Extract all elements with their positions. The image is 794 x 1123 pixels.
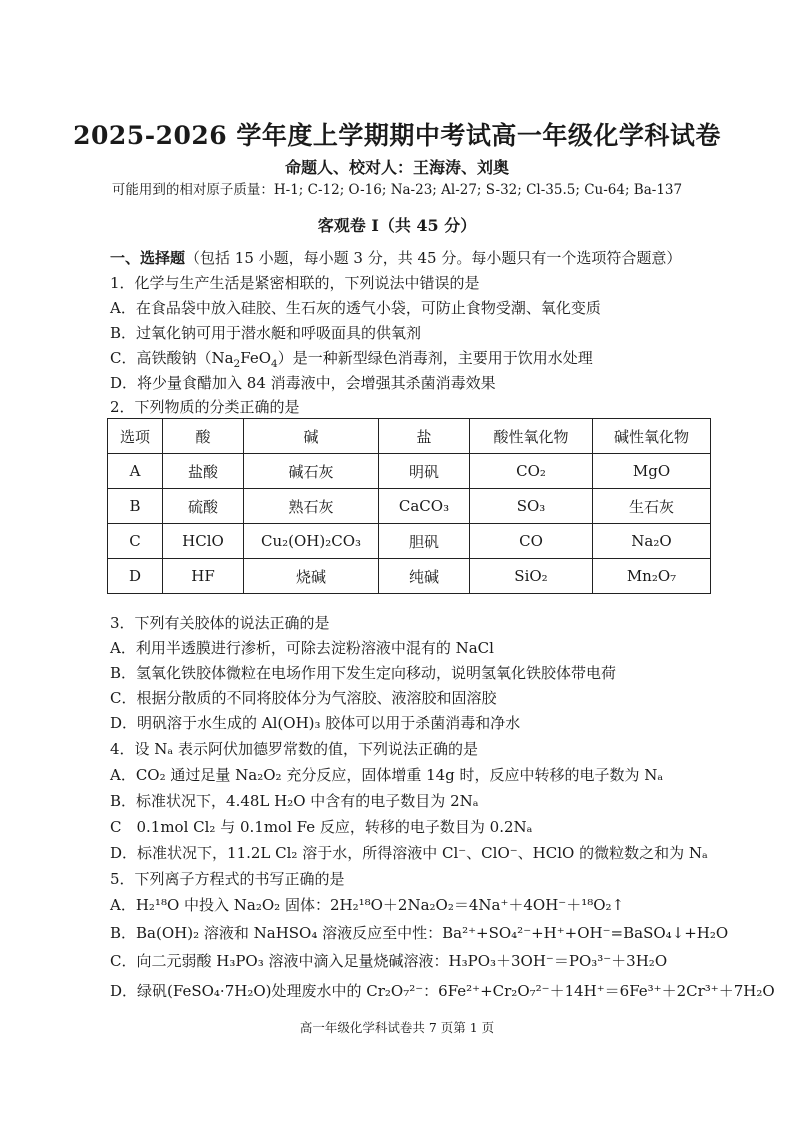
table-cell: 盐酸	[163, 454, 244, 489]
section-title: 客观卷 I（共 45 分）	[317, 216, 477, 235]
table-cell: B	[108, 489, 163, 524]
table-header-cell: 选项	[108, 419, 163, 454]
q3-option-c: C．根据分散质的不同将胶体分为气溶胶、液溶胶和固溶胶	[110, 689, 497, 707]
part1-heading-label: 一、选择题	[110, 249, 186, 267]
q3-option-b: B．氢氧化铁胶体微粒在电场作用下发生定向移动，说明氢氧化铁胶体带电荷	[110, 664, 617, 682]
exam-authors: 命题人、校对人：王海涛、刘奥	[284, 158, 509, 177]
q1-stem: 1．化学与生产生活是紧密相联的，下列说法中错误的是	[110, 274, 480, 292]
table-cell: 硫酸	[163, 489, 244, 524]
q3-stem: 3．下列有关胶体的说法正确的是	[110, 614, 330, 632]
table-cell: D	[108, 559, 163, 594]
page-footer: 高一年级化学科试卷共 7 页第 1 页	[299, 1020, 495, 1035]
table-cell: Mn₂O₇	[593, 559, 711, 594]
table-cell: HClO	[163, 524, 244, 559]
table-cell: 熟石灰	[244, 489, 379, 524]
q5-option-d: D．绿矾(FeSO₄·7H₂O)处理废水中的 Cr₂O₇²⁻：6Fe²⁺+Cr₂O₇²⁻＋14H⁺＝6Fe³⁺＋2Cr³⁺＋7H₂O	[110, 982, 775, 1000]
q4-option-c: C 0.1mol Cl₂ 与 0.1mol Fe 反应，转移的电子数目为 0.2Nₐ	[110, 818, 533, 836]
table-header-cell: 盐	[379, 419, 470, 454]
atomic-masses: 可能用到的相对原子质量：H-1; C-12; O-16; Na-23; Al-27; S-32; Cl-35.5; Cu-64; Ba-137	[111, 182, 683, 198]
table-row	[108, 559, 711, 594]
exam-title: 2025-2026 学年度上学期期中考试高一年级化学科试卷	[73, 121, 721, 150]
table-cell: 烧碱	[244, 559, 379, 594]
table-cell: SO₃	[470, 489, 593, 524]
q5-stem: 5．下列离子方程式的书写正确的是	[110, 870, 345, 888]
table-cell: HF	[163, 559, 244, 594]
classification-table	[107, 418, 711, 594]
q4-option-b: B．标准状况下，4.48L H₂O 中含有的电子数目为 2Nₐ	[110, 792, 479, 810]
part1-heading-desc: （包括 15 小题，每小题 3 分，共 45 分。每小题只有一个选项符合题意）	[185, 249, 682, 267]
table-cell: A	[108, 454, 163, 489]
q1-option-d: D．将少量食醋加入 84 消毒液中，会增强其杀菌消毒效果	[110, 374, 496, 392]
table-cell: Cu₂(OH)₂CO₃	[244, 524, 379, 559]
table-cell: Na₂O	[593, 524, 711, 559]
table-cell: SiO₂	[470, 559, 593, 594]
table-cell: CO	[470, 524, 593, 559]
table-header-cell: 酸性氧化物	[470, 419, 593, 454]
q5-option-c: C．向二元弱酸 H₃PO₃ 溶液中滴入足量烧碱溶液：H₃PO₃＋3OH⁻＝PO₃³⁻＋3H₂O	[110, 952, 668, 970]
table-header-cell: 酸	[163, 419, 244, 454]
q1-option-c-sub2: 4	[271, 358, 278, 370]
table-cell: 生石灰	[593, 489, 711, 524]
table-cell: CaCO₃	[379, 489, 470, 524]
table-row	[108, 524, 711, 559]
q5-option-b: B．Ba(OH)₂ 溶液和 NaHSO₄ 溶液反应至中性：Ba²⁺+SO₄²⁻+H⁺+OH⁻=BaSO₄↓+H₂O	[110, 924, 729, 942]
q1-option-c	[110, 347, 593, 370]
q5-option-a: A．H₂¹⁸O 中投入 Na₂O₂ 固体：2H₂¹⁸O＋2Na₂O₂＝4Na⁺＋4OH⁻＋¹⁸O₂↑	[110, 896, 625, 914]
table-header-row	[108, 419, 711, 454]
q4-stem: 4．设 Nₐ 表示阿伏加德罗常数的值，下列说法正确的是	[110, 740, 478, 758]
q1-option-c-post: ）是一种新型绿色消毒剂，主要用于饮用水处理	[277, 349, 593, 367]
part1-heading	[110, 247, 681, 268]
q1-option-c-pre: C．高铁酸钠（Na	[110, 349, 234, 367]
q1-option-b: B．过氧化钠可用于潜水艇和呼吸面具的供氧剂	[110, 324, 422, 342]
q1-option-c-mid: FeO	[240, 349, 271, 367]
table-cell: MgO	[593, 454, 711, 489]
q2-stem: 2．下列物质的分类正确的是	[110, 398, 300, 416]
q1-option-c-sub1: 2	[233, 358, 241, 370]
table-cell: 碱石灰	[244, 454, 379, 489]
table-cell: 胆矾	[379, 524, 470, 559]
table-row	[108, 489, 711, 524]
table-cell: C	[108, 524, 163, 559]
q3-option-d: D．明矾溶于水生成的 Al(OH)₃ 胶体可以用于杀菌消毒和净水	[110, 714, 521, 732]
q1-option-a: A．在食品袋中放入硅胶、生石灰的透气小袋，可防止食物受潮、氧化变质	[110, 299, 601, 317]
table-cell: CO₂	[470, 454, 593, 489]
table-cell: 纯碱	[379, 559, 470, 594]
table-header-cell: 碱性氧化物	[593, 419, 711, 454]
table-row	[108, 454, 711, 489]
table-header-cell: 碱	[244, 419, 379, 454]
q4-option-d: D．标准状况下，11.2L Cl₂ 溶于水，所得溶液中 Cl⁻、ClO⁻、HClO 的微粒数之和为 Nₐ	[110, 844, 708, 862]
q3-option-a: A．利用半透膜进行渗析，可除去淀粉溶液中混有的 NaCl	[110, 639, 494, 657]
table-cell: 明矾	[379, 454, 470, 489]
q4-option-a: A．CO₂ 通过足量 Na₂O₂ 充分反应，固体增重 14g 时，反应中转移的电子数为 Nₐ	[110, 766, 664, 784]
